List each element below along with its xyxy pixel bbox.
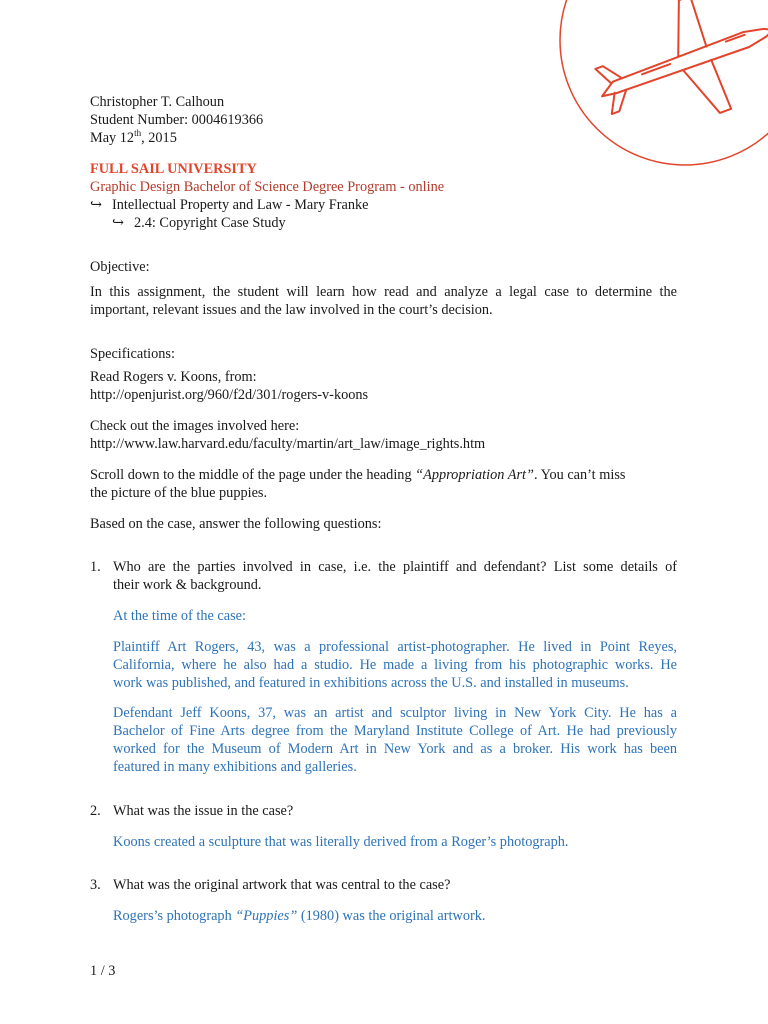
answer-line: Plaintiff Art Rogers, 43, was a professional artist-photographer. He lived in Point Reyes, — [113, 639, 677, 655]
scroll-instruction: Scroll down to the middle of the page under the heading “Appropriation Art”. You can’t miss — [90, 467, 626, 483]
answer-line: worked for the Museum of Modern Art in New York and as a broker. His work has been — [113, 741, 677, 757]
question-text-line: Who are the parties involved in case, i.e. the plaintiff and defendant? List some details of — [113, 559, 677, 575]
specifications-heading: Specifications: — [90, 346, 175, 362]
answer-line: Koons created a sculpture that was literally derived from a Roger’s photograph. — [113, 834, 569, 850]
assignment-line: ↪ 2.4: Copyright Case Study — [112, 215, 286, 231]
question-text-line: What was the original artwork that was central to the case? — [113, 877, 451, 893]
university-name: FULL SAIL UNIVERSITY — [90, 161, 257, 177]
answer-line: California, where he also had a studio. He made a living from his photographic works. He — [113, 657, 677, 673]
questions-intro: Based on the case, answer the following questions: — [90, 516, 382, 532]
objective-text-line: important, relevant issues and the law involved in the court’s decision. — [90, 302, 493, 318]
read-label: Read Rogers v. Koons, from: — [90, 369, 257, 385]
question-text-line: What was the issue in the case? — [113, 803, 294, 819]
answer-line: featured in many exhibitions and galleries. — [113, 759, 357, 775]
objective-heading: Objective: — [90, 259, 150, 275]
submission-date: May 12th, 2015 — [90, 128, 177, 146]
answer-line: Defendant Jeff Koons, 37, was an artist and sculptor living in New York City. He has a — [113, 705, 677, 721]
return-arrow-icon: ↪ — [112, 215, 124, 231]
program-name: Graphic Design Bachelor of Science Degree Program - online — [90, 179, 445, 195]
images-url: http://www.law.harvard.edu/faculty/martin/art_law/image_rights.htm — [90, 436, 486, 452]
author-name: Christopher T. Calhoun — [90, 94, 225, 110]
question-number: 3. — [90, 877, 101, 893]
page-number: 1 / 3 — [90, 963, 116, 979]
question-text-line: their work & background. — [113, 577, 262, 593]
airplane-logo-icon — [555, 0, 768, 170]
return-arrow-icon: ↪ — [90, 197, 102, 213]
scroll-instruction-line2: the picture of the blue puppies. — [90, 485, 268, 501]
objective-text-line: In this assignment, the student will learn how read and analyze a legal case to determine the — [90, 284, 677, 300]
question-number: 1. — [90, 559, 101, 575]
read-url: http://openjurist.org/960/f2d/301/rogers-v-koons — [90, 387, 369, 403]
images-label: Check out the images involved here: — [90, 418, 300, 434]
answer-intro: At the time of the case: — [113, 608, 246, 624]
answer-line: Rogers’s photograph “Puppies” (1980) was the original artwork. — [113, 908, 486, 924]
course-line: ↪ Intellectual Property and Law - Mary Franke — [90, 197, 369, 213]
student-number: Student Number: 0004619366 — [90, 112, 264, 128]
question-number: 2. — [90, 803, 101, 819]
answer-line: work was published, and featured in exhibitions across the U.S. and installed in museums. — [113, 675, 629, 691]
answer-line: Bachelor of Fine Arts degree from the Maryland Institute College of Art. He had previously — [113, 723, 677, 739]
